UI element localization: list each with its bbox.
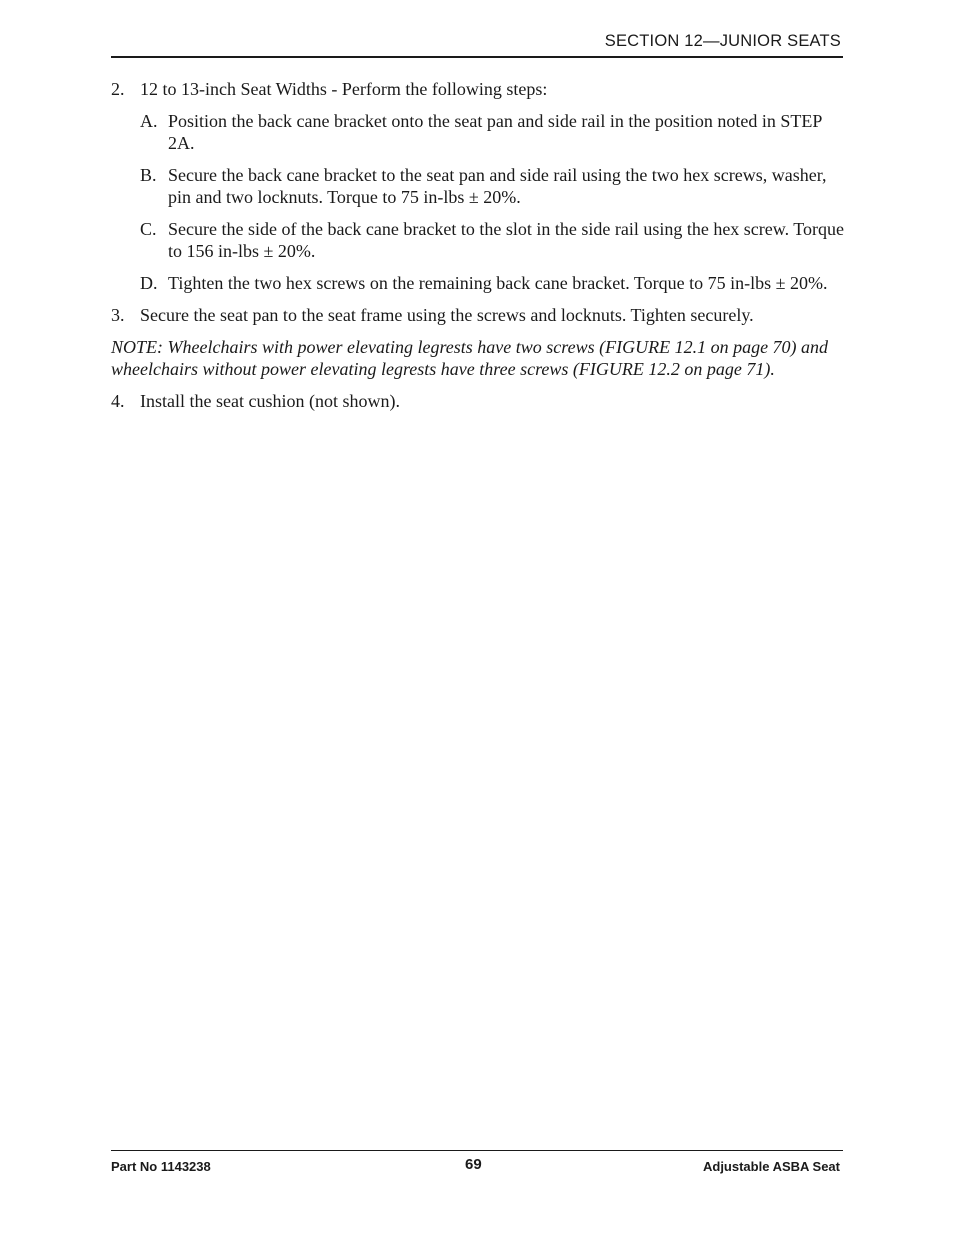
step-2 bbox=[111, 78, 845, 294]
substep-d bbox=[140, 272, 845, 294]
page-footer bbox=[111, 1150, 843, 1175]
step-4 bbox=[111, 390, 845, 412]
substep-letter: D. bbox=[140, 273, 158, 293]
step-text: Install the seat cushion (not shown). bbox=[140, 391, 400, 411]
section-title: SECTION 12—JUNIOR SEATS bbox=[604, 32, 841, 50]
step-text: 12 to 13-inch Seat Widths - Perform the following steps: bbox=[140, 79, 548, 99]
substep-text: Secure the side of the back cane bracket to the slot in the side rail using the hex screw. Torque to 156 in-lbs ± 20%. bbox=[168, 219, 845, 261]
step-3 bbox=[111, 304, 845, 326]
product-name: Adjustable ASBA Seat bbox=[702, 1159, 840, 1174]
step-text: Secure the seat pan to the seat frame using the screws and locknuts. Tighten securely. bbox=[140, 305, 754, 325]
document-body bbox=[111, 78, 845, 422]
page-header bbox=[111, 30, 843, 58]
note-paragraph: NOTE: Wheelchairs with power elevating legrests have two screws (FIGURE 12.1 on page 70) and wheelchairs without power elevating legrests have three screws (FIGURE 12.2 on page 71). bbox=[111, 337, 829, 379]
substep-letter: C. bbox=[140, 219, 157, 239]
substep-text: Secure the back cane bracket to the seat pan and side rail using the two hex screws, washer, pin and two locknuts. Torque to 75 in-lbs ± 20%. bbox=[168, 165, 827, 207]
page-number: 69 bbox=[465, 1156, 482, 1173]
substep-list bbox=[140, 110, 845, 294]
step-number: 4. bbox=[111, 391, 125, 411]
substep-text: Tighten the two hex screws on the remaining back cane bracket. Torque to 75 in-lbs ± 20%. bbox=[168, 273, 828, 293]
step-number: 2. bbox=[111, 79, 125, 99]
part-number: Part No 1143238 bbox=[111, 1159, 211, 1174]
substep-letter: A. bbox=[140, 111, 158, 131]
substep-text: Position the back cane bracket onto the seat pan and side rail in the position noted in STEP 2A. bbox=[168, 111, 822, 153]
step-number: 3. bbox=[111, 305, 125, 325]
substep-a bbox=[140, 110, 845, 154]
substep-c bbox=[140, 218, 845, 262]
substep-letter: B. bbox=[140, 165, 157, 185]
substep-b bbox=[140, 164, 845, 208]
